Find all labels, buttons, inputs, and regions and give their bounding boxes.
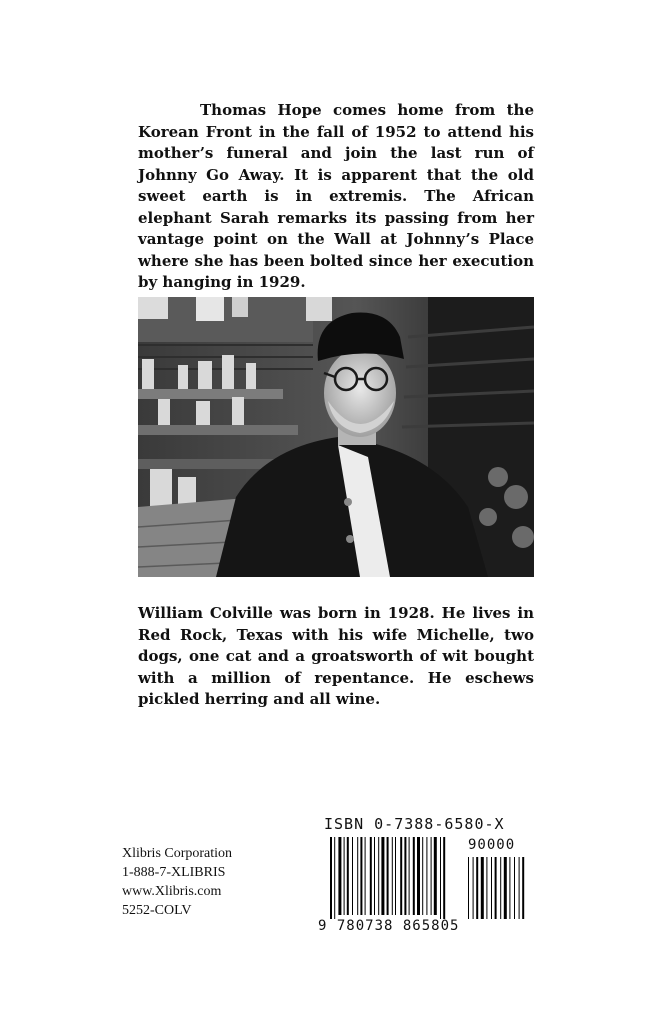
barcode-bar bbox=[404, 837, 406, 915]
addon-barcode-bar bbox=[486, 857, 487, 919]
addon-barcode-bar bbox=[468, 857, 469, 919]
publisher-name: Xlibris Corporation bbox=[122, 846, 233, 861]
barcode-bar bbox=[443, 837, 445, 919]
barcode-bar bbox=[431, 837, 432, 915]
barcode-bar bbox=[440, 837, 441, 919]
author-photo-image bbox=[138, 297, 534, 577]
barcode-bar bbox=[360, 837, 362, 915]
barcode-bar bbox=[378, 837, 379, 915]
addon-barcode-bar bbox=[481, 857, 484, 919]
back-cover-blurb bbox=[138, 100, 534, 294]
publisher-info bbox=[122, 844, 282, 920]
barcode-bar bbox=[387, 837, 389, 915]
addon-barcode-bar bbox=[476, 857, 478, 919]
barcode-bar bbox=[370, 837, 372, 915]
barcode-bar bbox=[426, 837, 427, 915]
barcode-bar bbox=[400, 837, 402, 915]
price-code: 90000 bbox=[468, 837, 516, 853]
addon-barcode-bar bbox=[495, 857, 497, 919]
barcode-bar bbox=[417, 837, 420, 915]
barcode-bar bbox=[409, 837, 410, 915]
addon-barcode-bar bbox=[514, 857, 515, 919]
publisher-website: www.Xlibris.com bbox=[122, 884, 222, 899]
barcode-bar bbox=[392, 837, 393, 915]
addon-barcode-bar bbox=[509, 857, 510, 919]
publisher-phone: 1-888-7-XLIBRIS bbox=[122, 865, 226, 880]
barcode-bar bbox=[344, 837, 345, 915]
barcode-bar bbox=[413, 837, 415, 915]
publisher-code: 5252-COLV bbox=[122, 903, 192, 918]
barcode-bar bbox=[395, 837, 396, 915]
author-photo bbox=[138, 297, 534, 577]
author-bio: William Colville was born in 1928. He lives in Red Rock, Texas with his wife Michelle, two dogs, one cat and a groatsworth of wit bought with a million of repentance. He eschews pickled herring and all wine. bbox=[138, 604, 534, 708]
barcode-bar bbox=[338, 837, 341, 915]
isbn-digits: 9 780738 865805 bbox=[318, 918, 460, 934]
isbn-label: ISBN 0-7388-6580-X bbox=[324, 815, 505, 833]
addon-barcode-bar bbox=[504, 857, 507, 919]
barcode-bar bbox=[330, 837, 332, 919]
addon-barcode-bar bbox=[500, 857, 501, 919]
barcode-bar bbox=[352, 837, 353, 915]
addon-barcode-bar bbox=[519, 857, 520, 919]
barcode-bar bbox=[434, 837, 437, 915]
barcode-bar bbox=[357, 837, 358, 915]
addon-barcode-bar bbox=[473, 857, 474, 919]
addon-barcode-bar bbox=[491, 857, 492, 919]
barcode-bar bbox=[365, 837, 366, 915]
addon-barcode-bar bbox=[522, 857, 524, 919]
blurb-text: Thomas Hope comes home from the Korean Front in the fall of 1952 to attend his mother’s funeral and join the last run of Johnny Go Away. It is apparent that the old sweet earth is in extremis. The African elephant Sarah remarks its passing from her vantage point on the Wall at Johnny’s Place where she has been bolted since her execution by hanging in 1929. bbox=[138, 101, 534, 291]
barcode-bar bbox=[381, 837, 384, 915]
barcode-bar bbox=[422, 837, 423, 915]
barcode-bar bbox=[347, 837, 349, 915]
barcode-bar bbox=[334, 837, 335, 919]
barcode-bar bbox=[374, 837, 375, 915]
isbn-barcode-block bbox=[318, 815, 530, 940]
